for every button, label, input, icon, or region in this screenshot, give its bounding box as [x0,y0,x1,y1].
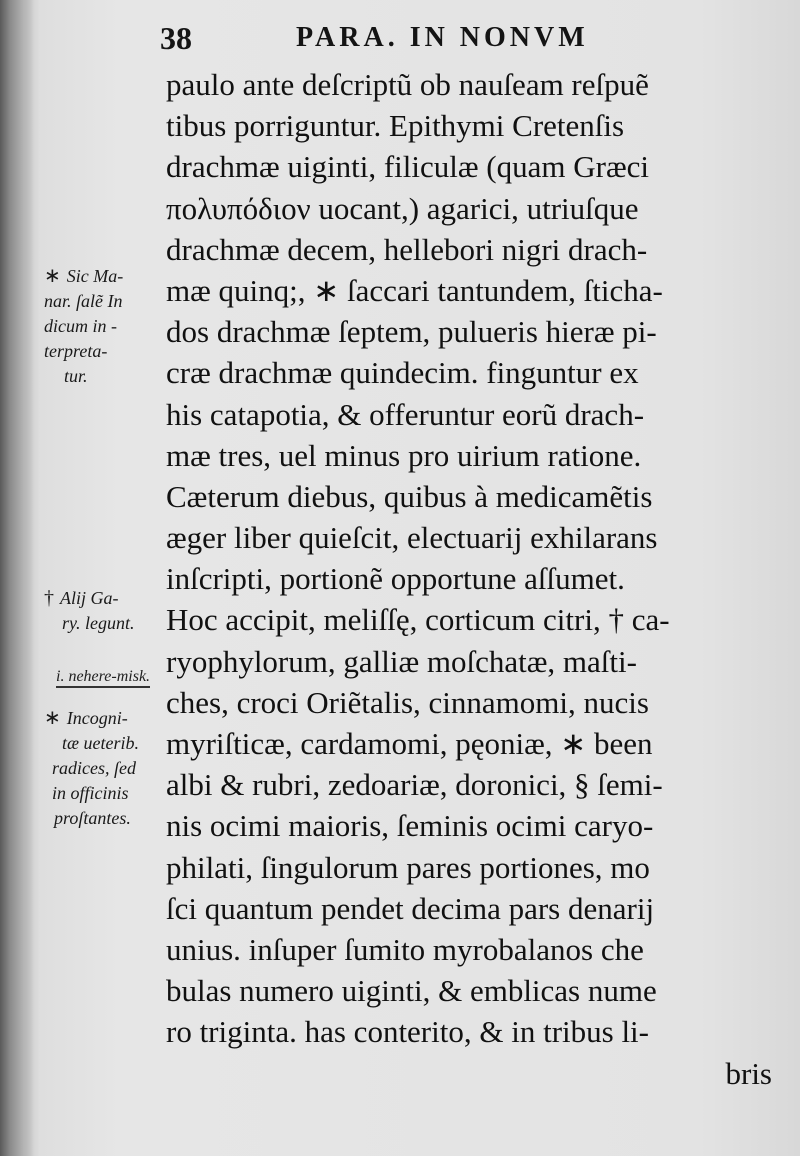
text-line: ches, croci Oriẽtalis, cinnamomi, nucis [166,684,649,720]
text-line: drachmæ decem, hellebori nigri drach- [166,231,648,267]
text-line: philati, ſingulorum pares portiones, mo [166,849,650,885]
handwritten-annotation [56,668,176,708]
main-text-block [166,64,790,1094]
margin-note [44,264,168,389]
text-line: drachmæ uiginti, filiculæ (quam Græci [166,149,649,185]
text-line: dos drachmæ ſeptem, pulueris hieræ pi- [166,314,657,350]
text-line: ryophylorum, galliæ moſchatæ, maſti- [166,643,637,679]
text-line: cræ drachmæ quindecim. finguntur ex [166,355,639,391]
margin-note-line: terpreta- [44,341,108,361]
margin-note-line: Alij Ga- [60,588,119,608]
margin-note-line: Incogni- [66,708,128,728]
margin-note-line: tæ ueterib. [62,733,139,753]
asterisk-mark: ∗ [44,707,61,729]
text-line: ſci quantum pendet decima pars denarij [166,890,655,926]
running-head: PARA. IN NONVM [296,22,589,53]
margin-note-line: ry. legunt. [62,613,135,633]
text-line: Cæterum diebus, quibus à medicamẽtis [166,478,653,514]
margin-note-line: dicum in - [44,316,117,336]
text-line: unius. inſuper ſumito myrobalanos che [166,931,644,967]
text-line: tibus porriguntur. Epithymi Cretenſis [166,108,625,144]
margin-note-line: tur. [64,366,88,386]
margin-note-line: radices, ſed [52,758,136,778]
dagger-mark: † [44,587,54,609]
page-header [160,20,760,60]
asterisk-mark: ∗ [44,265,61,287]
margin-note-line: nar. ſalẽ In [44,291,123,311]
text-line: πολυπόδιον uocant,) agarici, utriuſque [166,190,639,226]
margin-note [44,586,168,636]
margin-note-line: in officinis [52,783,129,803]
text-line: mæ quinq;, ∗ ſaccari tantundem, ſticha- [166,272,663,308]
text-line-catchword: bris [725,1055,772,1091]
book-spine-shadow [0,0,34,1156]
text-line: paulo ante deſcriptũ ob nauſeam reſpuẽ [166,67,649,102]
handwritten-annotation-text: i. nehere-misk. [56,668,150,688]
text-line: ro triginta. has conterito, & in tribus li- [166,1014,649,1050]
text-line: albi & rubri, zedoariæ, doronici, § ſemi- [166,767,663,803]
margin-note [44,706,168,831]
page-number: 38 [160,20,192,56]
text-line: Hoc accipit, meliſſę, corticum citri, † ca- [166,602,670,638]
text-line: æger liber quieſcit, electuarij exhilarans [166,520,658,556]
text-line: bulas numero uiginti, & emblicas nume [166,973,657,1009]
margin-note-line: Sic Ma- [66,266,124,286]
margin-note-line: proſtantes. [54,808,131,828]
text-line: his catapotia, & offeruntur eorũ drach- [166,396,645,432]
text-line: myriſticæ, cardamomi, pęoniæ, ∗ been [166,726,653,761]
text-line: nis ocimi maioris, ſeminis ocimi caryo- [166,808,654,844]
text-line: inſcripti, portionẽ opportune aſſumet. [166,561,625,597]
text-line: mæ tres, uel minus pro uirium ratione. [166,437,642,473]
